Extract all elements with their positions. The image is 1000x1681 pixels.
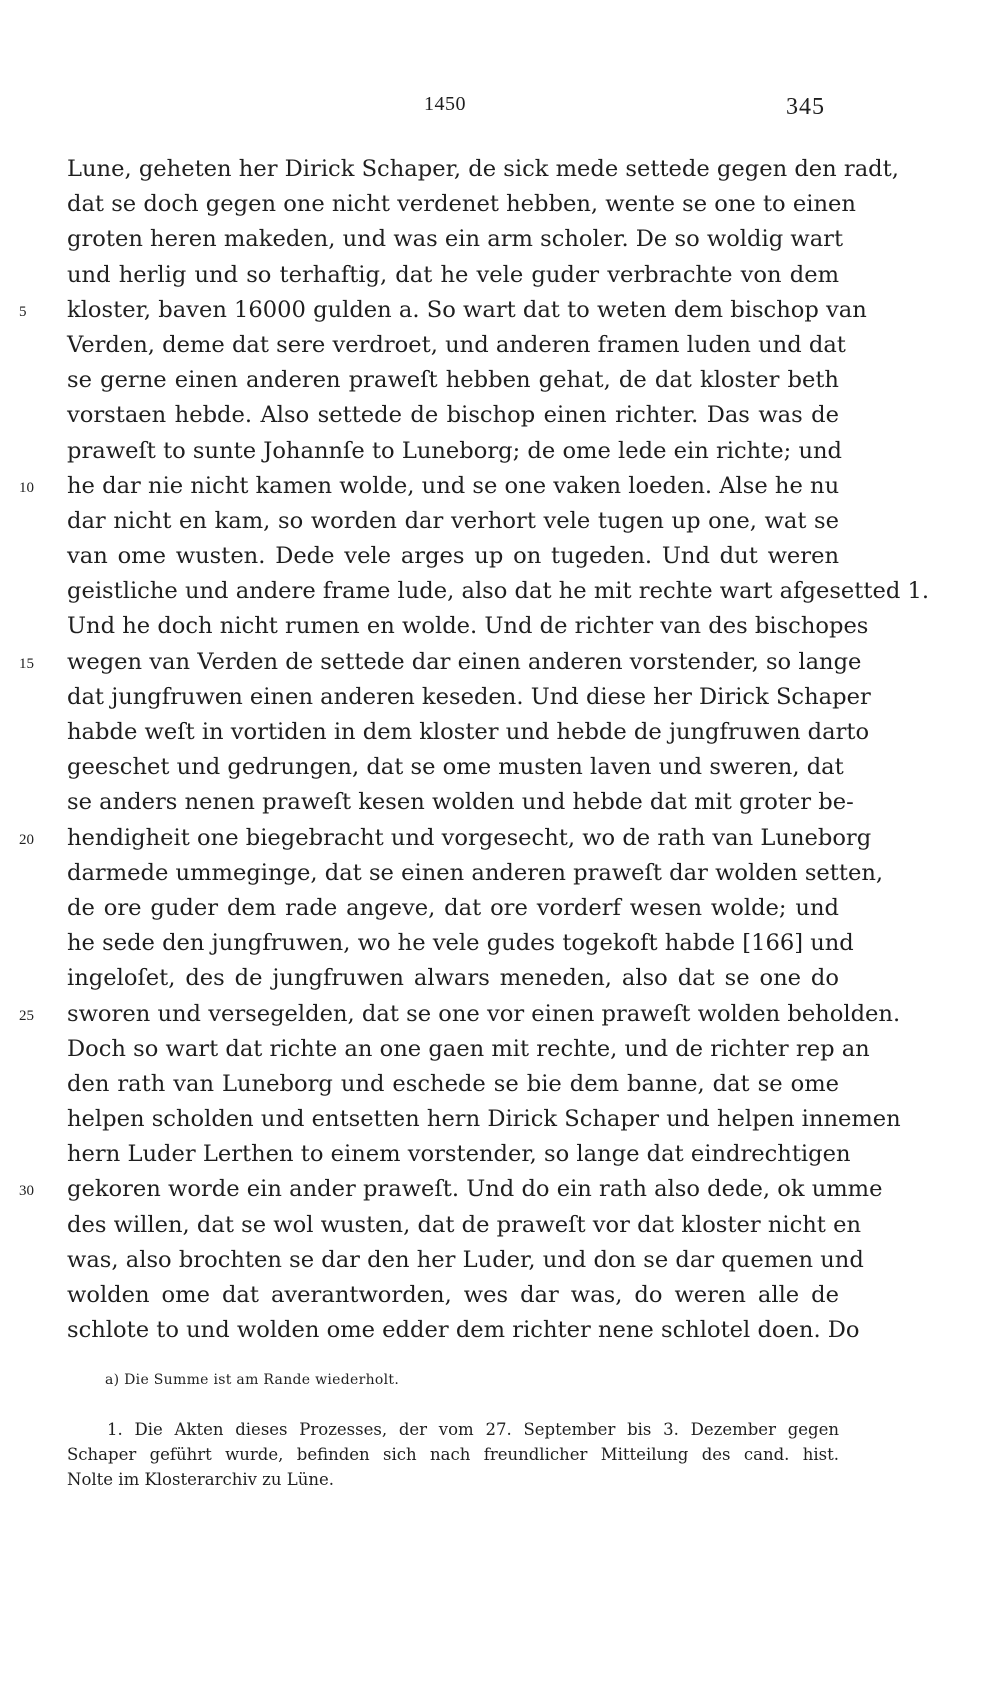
text-line	[67, 539, 839, 574]
line-text: vorstaen hebde. Also settede de bischop einen richter. Das was de	[67, 402, 839, 429]
line-text: praweſt to sunte Johannſe to Luneborg; de ome lede ein richte; und	[67, 437, 843, 464]
line-text: den rath van Luneborg und eschede se bie dem banne, dat se ome	[67, 1070, 839, 1097]
line-text: ingeloſet, des de jungfruwen alwars meneden, also dat se one do	[67, 965, 839, 992]
line-text: Lune, geheten her Dirick Schaper, de sick mede settede gegen den radt,	[67, 156, 899, 182]
line-text: geeschet und gedrungen, dat se ome musten laven und sweren, dat	[67, 754, 844, 781]
line-text: gekoren worde ein ander praweſt. Und do ein rath also dede, ok umme	[67, 1176, 883, 1203]
text-line	[67, 258, 839, 293]
line-number: 10	[19, 479, 34, 496]
text-line	[19, 821, 872, 856]
body-text	[19, 152, 930, 1348]
text-line	[67, 926, 854, 961]
line-text: se gerne einen anderen praweſt hebben gehat, de dat kloster beth	[67, 367, 839, 394]
text-line	[67, 434, 843, 469]
line-text: dat se doch gegen one nicht verdenet hebben, wente se one to einen	[67, 191, 856, 218]
text-line	[67, 891, 839, 926]
text-line	[67, 609, 869, 644]
line-text: groten heren makeden, und was ein arm scholer. De so woldig wart	[67, 226, 844, 253]
line-text: hern Luder Lerthen to einem vorstender, so lange dat eindrechtigen	[67, 1141, 851, 1168]
text-line	[67, 1208, 861, 1243]
text-line	[67, 856, 884, 891]
line-text: Und he doch nicht rumen en wolde. Und de richter van des bischopes	[67, 613, 869, 640]
line-text: helpen scholden und entsetten hern Dirick Schaper und helpen innemen	[67, 1106, 901, 1133]
line-text: he sede den jungfruwen, wo he vele gudes togekoft habde [166] und	[67, 930, 854, 957]
line-text: des willen, dat se wol wusten, dat de praweſt vor dat kloster nicht en	[67, 1211, 861, 1238]
line-text: Doch so wart dat richte an one gaen mit rechte, und de richter rep an	[67, 1035, 870, 1062]
line-text: he dar nie nicht kamen wolde, und se one vaken loeden. Alse he nu	[67, 472, 840, 499]
text-line	[67, 187, 856, 222]
text-line	[67, 1032, 870, 1067]
text-line	[67, 1243, 864, 1278]
line-text: se anders nenen praweſt kesen wolden und hebde dat mit groter be-	[67, 789, 854, 816]
text-line	[19, 1172, 883, 1207]
line-text: Verden, deme dat sere verdroet, und anderen framen luden und dat	[67, 331, 846, 358]
text-line	[67, 1313, 860, 1348]
text-line	[67, 328, 846, 363]
page-number: 345	[786, 94, 825, 120]
text-line	[19, 645, 862, 680]
line-text: schlote to und wolden ome edder dem richter nene schlotel doen. Do	[67, 1317, 860, 1344]
line-text: de ore guder dem rade angeve, dat ore vorderf wesen wolde; und	[67, 894, 839, 921]
line-text: was, also brochten se dar den her Luder, und don se dar quemen und	[67, 1246, 864, 1273]
footnote-a: a) Die Summe ist am Rande wiederholt.	[105, 1372, 400, 1388]
text-line	[67, 785, 854, 820]
text-line	[67, 152, 899, 187]
line-text: van ome wusten. Dede vele arges up on tugeden. Und dut weren	[67, 543, 839, 570]
line-number: 20	[19, 831, 34, 848]
text-line	[67, 1278, 839, 1313]
text-line	[19, 293, 867, 328]
footnote-line: 1. Die Akten dieses Prozesses, der vom 27. September bis 3. Dezember gegen	[107, 1420, 839, 1439]
text-line	[67, 1067, 839, 1102]
footnote-1	[67, 1417, 839, 1492]
text-line	[67, 1137, 851, 1172]
line-text: darmede ummeginge, dat se einen anderen praweſt dar wolden setten,	[67, 859, 884, 886]
header-year: 1450	[424, 93, 466, 115]
text-line	[67, 222, 844, 257]
line-number: 5	[19, 303, 27, 320]
line-number: 25	[19, 1007, 34, 1024]
text-line	[67, 680, 871, 715]
line-text: dat jungfruwen einen anderen keseden. Und diese her Dirick Schaper	[67, 683, 871, 710]
line-text: und herlig und so terhaftig, dat he vele guder verbrachte von dem	[67, 261, 839, 288]
text-line	[67, 363, 839, 398]
line-text: habde weſt in vortiden in dem kloster und hebde de jungfruwen darto	[67, 719, 870, 745]
line-text: sworen und versegelden, dat se one vor einen praweſt wolden beholden.	[67, 1000, 901, 1027]
line-number: 30	[19, 1183, 34, 1200]
text-line	[67, 961, 839, 996]
line-text: dar nicht en kam, so worden dar verhort vele tugen up one, wat se	[67, 507, 839, 534]
line-text: wolden ome dat averantworden, wes dar was, do weren alle de	[67, 1282, 839, 1308]
text-line	[67, 398, 839, 433]
text-line	[67, 504, 839, 539]
footnote-line: Schaper geführt wurde, befinden sich nach freundlicher Mitteilung des cand. hist.	[67, 1445, 839, 1464]
text-line	[67, 750, 844, 785]
footnote-line: Nolte im Klosterarchiv zu Lüne.	[67, 1470, 334, 1489]
text-line	[67, 1102, 901, 1137]
text-line	[67, 715, 870, 750]
line-text: wegen van Verden de settede dar einen anderen vorstender, so lange	[67, 648, 862, 675]
text-line	[19, 469, 840, 504]
line-text: hendigheit one biegebracht und vorgesecht, wo de rath van Luneborg	[67, 824, 872, 851]
text-line	[19, 997, 901, 1032]
line-number: 15	[19, 655, 34, 672]
text-line	[67, 574, 930, 609]
line-text: kloster, baven 16000 gulden a. So wart dat to weten dem bischop van	[67, 296, 867, 323]
line-text: geistliche und andere frame lude, also dat he mit rechte wart afgesetted 1.	[67, 578, 930, 605]
